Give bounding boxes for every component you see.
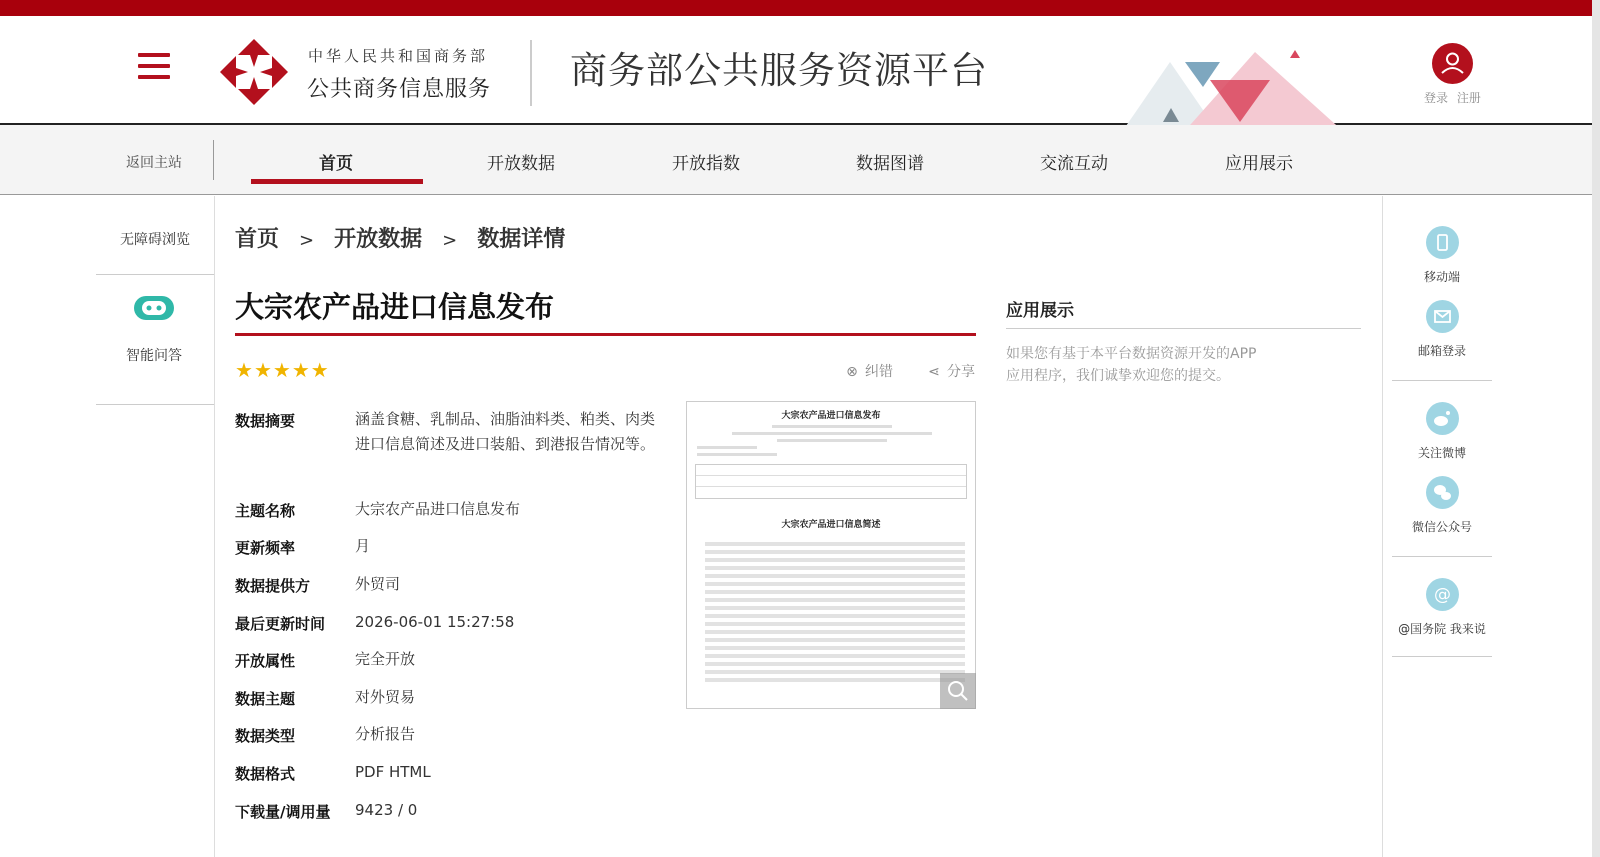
preview-title: 大宗农产品进口信息发布: [781, 411, 881, 421]
main-nav: [0, 125, 1600, 195]
nav-divider: [213, 140, 214, 180]
info-value: 涵盖食糖、乳制品、油脂油料类、粕类、肉类进口信息简述及进口装船、到港报告情况等。: [355, 410, 656, 453]
info-value: PDF HTML: [355, 763, 431, 781]
preview-paragraph: [705, 614, 965, 618]
wechat-link[interactable]: [1392, 476, 1492, 535]
weibo-icon: [1426, 402, 1459, 435]
accessibility-link[interactable]: 无障碍浏览: [120, 232, 190, 248]
mail-login-label: 邮箱登录: [1417, 344, 1466, 358]
info-row: [235, 410, 655, 490]
app-showcase-divider: [1006, 328, 1361, 329]
org-name-big: 公共商务信息服务: [307, 77, 492, 102]
header-divider: [530, 40, 532, 106]
at-icon: [1426, 578, 1459, 611]
preview-paragraph: [705, 542, 965, 546]
user-icon[interactable]: [1432, 43, 1473, 84]
mofcom-logo: [218, 37, 290, 107]
correct-icon: ⊗: [846, 364, 858, 380]
info-value: 完全开放: [355, 650, 416, 668]
nav-item-data-graph[interactable]: 数据图谱: [856, 154, 924, 174]
preview-paragraph: [705, 598, 965, 602]
breadcrumb-separator: >: [442, 230, 458, 251]
site-header: [0, 16, 1600, 125]
info-key: 更新频率: [235, 539, 296, 557]
nav-item-home[interactable]: 首页: [319, 154, 353, 174]
mobile-link[interactable]: [1392, 226, 1492, 285]
mail-icon: [1426, 300, 1459, 333]
title-underline: [235, 333, 976, 336]
app-showcase-heading: 应用展示: [1006, 301, 1074, 321]
rating-stars: [235, 358, 330, 382]
page-title: 大宗农产品进口信息发布: [235, 290, 555, 324]
right-divider: [1392, 656, 1492, 657]
info-key: 主题名称: [235, 502, 296, 520]
right-divider: [1392, 556, 1492, 557]
weibo-link[interactable]: [1392, 402, 1492, 461]
share-icon: ⋖: [928, 364, 940, 380]
preview-paragraph: [705, 574, 965, 578]
info-value: 分析报告: [355, 725, 416, 743]
content-right-border: [1382, 196, 1383, 857]
gov-feedback-link[interactable]: [1392, 578, 1492, 637]
nav-item-open-index[interactable]: 开放指数: [672, 154, 740, 174]
preview-paragraph: [705, 670, 965, 674]
info-value: 9423 / 0: [355, 801, 418, 819]
left-divider: [96, 404, 214, 405]
right-divider: [1392, 380, 1492, 381]
info-key: 下载量/调用量: [235, 803, 331, 821]
preview-table: [695, 464, 967, 499]
preview-paragraph: [705, 550, 965, 554]
app-showcase-text: 如果您有基于本平台数据资源开发的APP应用程序，我们诚挚欢迎您的提交。: [1006, 346, 1257, 384]
mail-login-link[interactable]: [1392, 300, 1492, 359]
info-value: 月: [355, 537, 371, 555]
preview-paragraph: [705, 606, 965, 610]
info-key: 最后更新时间: [235, 615, 326, 633]
weibo-label: 关注微博: [1417, 446, 1466, 460]
correct-button[interactable]: [843, 361, 893, 381]
left-divider: [96, 274, 214, 275]
org-name-small: 中华人民共和国商务部: [308, 47, 489, 65]
nav-item-interaction[interactable]: 交流互动: [1040, 154, 1108, 174]
preview-paragraph: [705, 558, 965, 562]
smart-qa-label[interactable]: 智能问答: [126, 348, 182, 364]
mobile-icon: [1426, 226, 1459, 259]
preview-table-row: [696, 476, 966, 487]
info-key: 数据摘要: [235, 412, 296, 430]
top-red-bar: [0, 0, 1600, 16]
info-key: 开放属性: [235, 652, 296, 670]
login-link[interactable]: 登录: [1424, 91, 1449, 105]
info-key: 数据提供方: [235, 577, 311, 595]
robot-icon[interactable]: [132, 296, 176, 320]
scrollbar[interactable]: [1592, 0, 1600, 857]
preview-paragraph: [705, 638, 965, 642]
preview-paragraph: [705, 566, 965, 570]
preview-paragraph: [705, 590, 965, 594]
preview-text-line: [772, 425, 892, 428]
back-to-main-link[interactable]: 返回主站: [126, 155, 182, 171]
star-icon: ★: [272, 358, 291, 382]
info-value: 对外贸易: [355, 688, 416, 706]
nav-active-underline: [251, 179, 423, 184]
zoom-icon[interactable]: [940, 673, 976, 709]
info-value: 外贸司: [355, 575, 401, 593]
info-key: 数据格式: [235, 765, 296, 783]
preview-section-title: 大宗农产品进口信息简述: [781, 520, 881, 530]
wechat-icon: [1426, 476, 1459, 509]
share-label: 分享: [947, 364, 975, 380]
share-button[interactable]: [925, 361, 975, 381]
star-icon: ★: [310, 358, 329, 382]
nav-item-app-showcase[interactable]: 应用展示: [1225, 154, 1293, 174]
preview-table-row: [696, 487, 966, 498]
breadcrumb-separator: >: [299, 230, 315, 251]
preview-text-line: [697, 446, 757, 449]
breadcrumb-open-data[interactable]: 开放数据: [334, 227, 423, 252]
correct-label: 纠错: [865, 364, 893, 380]
preview-text-line: [777, 439, 887, 442]
document-preview[interactable]: [686, 401, 976, 709]
login-links: [1424, 89, 1486, 106]
preview-paragraph: [705, 582, 965, 586]
info-key: 数据主题: [235, 690, 296, 708]
star-icon: ★: [253, 358, 272, 382]
preview-paragraph: [705, 622, 965, 626]
preview-paragraph: [705, 678, 965, 682]
preview-paragraph: [705, 662, 965, 666]
wechat-label: 微信公众号: [1411, 520, 1472, 534]
preview-table-row: [696, 465, 966, 476]
gov-feedback-label: @国务院 我来说: [1398, 622, 1486, 636]
preview-paragraph: [705, 654, 965, 658]
register-link[interactable]: 注册: [1456, 91, 1481, 105]
star-icon: ★: [291, 358, 310, 382]
star-icon: ★: [235, 358, 253, 382]
menu-icon[interactable]: [138, 53, 170, 81]
breadcrumb-home[interactable]: 首页: [235, 227, 280, 252]
svg-text:@: @: [1433, 585, 1451, 605]
breadcrumb-detail: 数据详情: [477, 227, 566, 252]
mobile-label: 移动端: [1423, 270, 1460, 284]
preview-paragraph: [705, 630, 965, 634]
nav-item-open-data[interactable]: 开放数据: [487, 154, 555, 174]
info-value: 大宗农产品进口信息发布: [355, 500, 521, 518]
info-key: 数据类型: [235, 727, 296, 745]
platform-title: 商务部公共服务资源平台: [570, 49, 988, 92]
content-left-border: [214, 196, 215, 857]
info-value: 2026-06-01 15:27:58: [355, 613, 515, 631]
breadcrumb: [235, 222, 575, 253]
preview-text-line: [697, 453, 777, 456]
preview-text-line: [732, 432, 932, 435]
preview-paragraph: [705, 646, 965, 650]
